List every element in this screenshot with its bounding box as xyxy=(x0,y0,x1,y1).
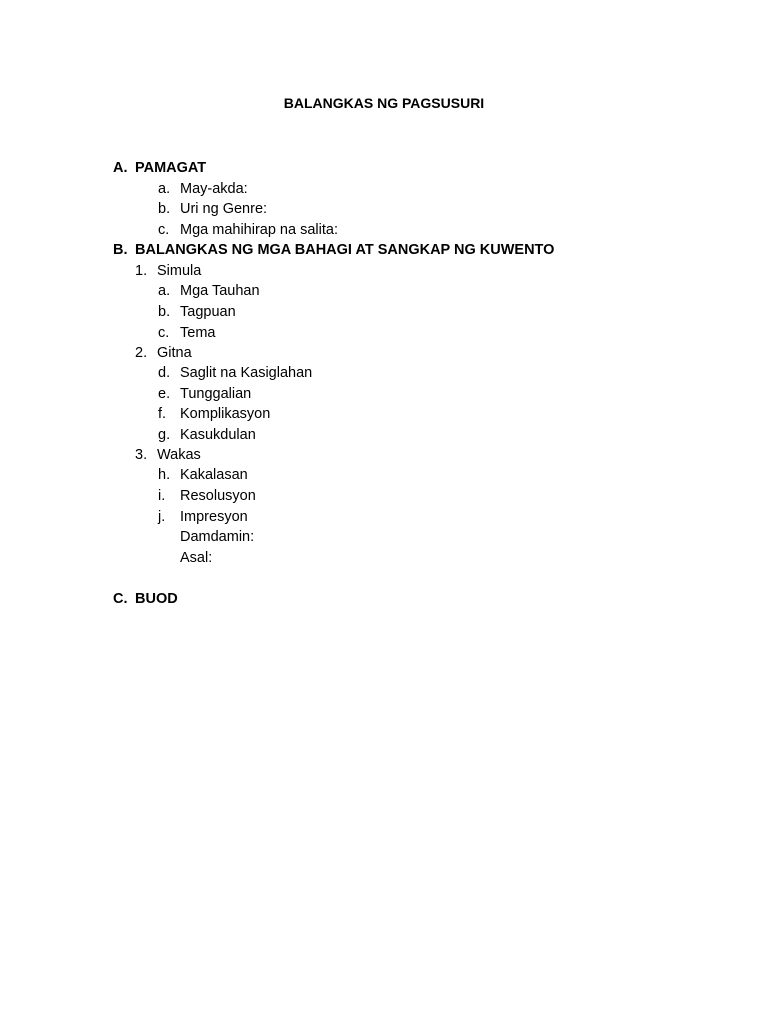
part-marker: 1. xyxy=(135,263,148,279)
item-marker: a. xyxy=(158,283,171,299)
item-marker: b. xyxy=(158,201,171,217)
part-label: Simula xyxy=(157,263,202,279)
item-marker: a. xyxy=(158,181,171,197)
item-text: Kakalasan xyxy=(180,467,248,483)
item-text: Impresyon xyxy=(180,509,248,525)
section-marker: B. xyxy=(113,242,128,258)
item-text: Uri ng Genre: xyxy=(180,201,268,217)
section-title: BUOD xyxy=(135,591,178,607)
item-marker: f. xyxy=(158,406,167,422)
item-marker: i. xyxy=(158,488,166,504)
item-marker: h. xyxy=(158,467,171,483)
item-marker: b. xyxy=(158,304,171,320)
document-title: BALANGKAS NG PAGSUSURI xyxy=(283,95,485,111)
item-text: Tunggalian xyxy=(180,386,252,402)
item-text: Resolusyon xyxy=(180,488,256,504)
part-marker: 3. xyxy=(135,447,148,463)
item-marker: g. xyxy=(158,427,171,443)
item-marker: j. xyxy=(158,509,166,525)
item-text: Tema xyxy=(180,325,216,341)
item-text: Mga mahihirap na salita: xyxy=(180,222,338,238)
item-marker: c. xyxy=(158,325,170,341)
sub-item-damdamin: Damdamin: xyxy=(180,529,255,545)
part-label: Gitna xyxy=(157,345,192,361)
item-text: May-akda: xyxy=(180,181,248,197)
item-text: Tagpuan xyxy=(180,304,236,320)
section-title: BALANGKAS NG MGA BAHAGI AT SANGKAP NG KUWENTO xyxy=(135,242,555,258)
item-marker: d. xyxy=(158,365,171,381)
part-label: Wakas xyxy=(157,447,201,463)
item-text: Kasukdulan xyxy=(180,427,256,443)
section-marker: C. xyxy=(113,591,128,607)
item-marker: e. xyxy=(158,386,171,402)
section-title: PAMAGAT xyxy=(135,160,207,176)
section-marker: A. xyxy=(113,160,128,176)
part-marker: 2. xyxy=(135,345,148,361)
item-text: Komplikasyon xyxy=(180,406,271,422)
item-text: Mga Tauhan xyxy=(180,283,260,299)
sub-item-asal: Asal: xyxy=(180,550,213,566)
item-text: Saglit na Kasiglahan xyxy=(180,365,313,381)
item-marker: c. xyxy=(158,222,170,238)
